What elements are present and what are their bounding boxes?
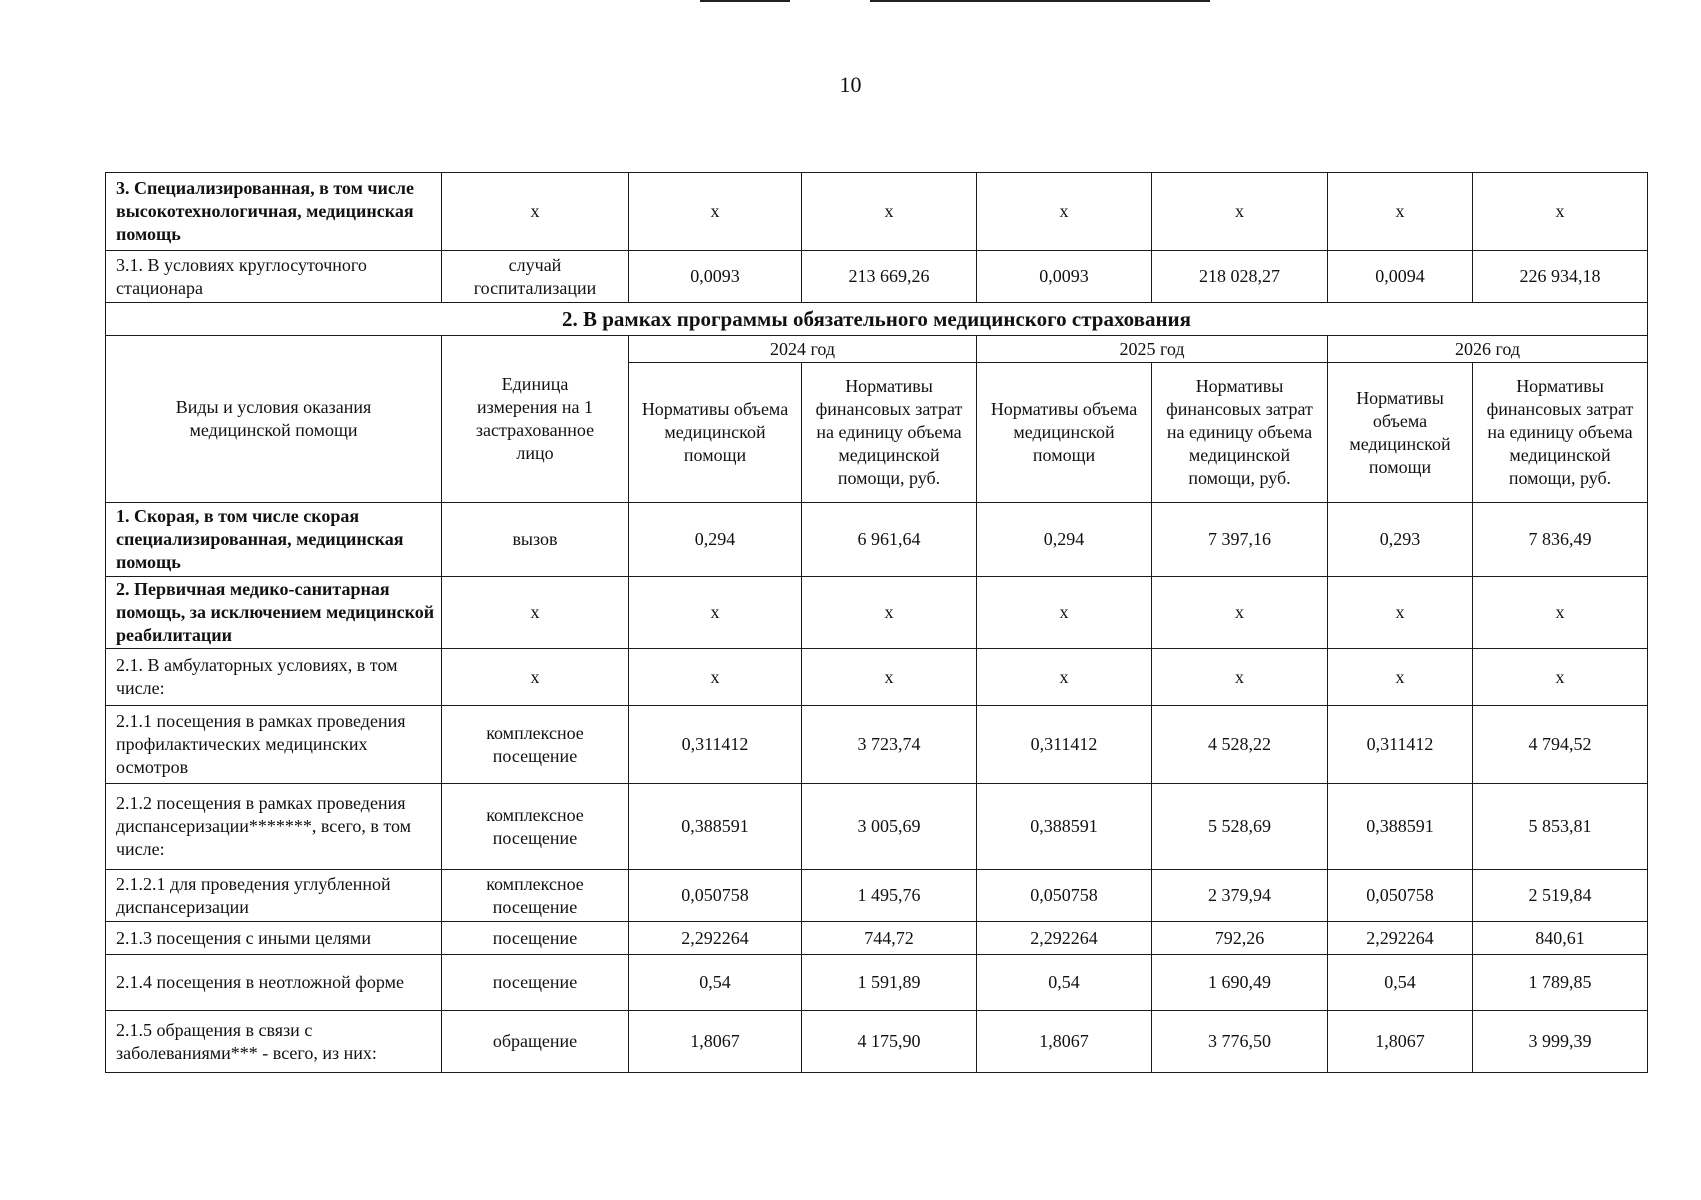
cell-volume-2026: 0,311412	[1328, 706, 1473, 784]
cell-cost-2026: 7 836,49	[1473, 503, 1648, 577]
row-label: 2.1.1 посещения в рамках проведения профилактических медицинских осмотров	[106, 706, 442, 784]
cell-volume-2024: 0,050758	[629, 870, 802, 922]
cell-volume-2024: х	[629, 649, 802, 706]
cell-volume-2024: 0,388591	[629, 784, 802, 870]
row-unit: х	[442, 649, 629, 706]
row-label: 2. Первичная медико-санитарная помощь, за исключением медицинской реабилитации	[106, 577, 442, 649]
cell-cost-2024: 1 591,89	[802, 955, 977, 1011]
cell-cost-2024: 1 495,76	[802, 870, 977, 922]
cell-cost-2026: х	[1473, 173, 1648, 251]
header-row-years	[106, 336, 1648, 363]
table-row	[106, 784, 1648, 870]
row-label: 2.1.2 посещения в рамках проведения диспансеризации*******, всего, в том числе:	[106, 784, 442, 870]
cell-volume-2025: х	[977, 173, 1152, 251]
cell-cost-2025: 218 028,27	[1152, 251, 1328, 303]
cell-cost-2024: х	[802, 577, 977, 649]
cell-cost-2025: х	[1152, 173, 1328, 251]
cell-cost-2025: 3 776,50	[1152, 1011, 1328, 1073]
cell-volume-2026: 0,54	[1328, 955, 1473, 1011]
header-volume-2024: Нормативы объема медицинской помощи	[629, 363, 802, 503]
cell-volume-2026: 1,8067	[1328, 1011, 1473, 1073]
top-scan-line-left	[700, 0, 790, 2]
header-year-2025: 2025 год	[977, 336, 1328, 363]
header-cost-2025: Нормативы финансовых затрат на единицу объема медицинской помощи, руб.	[1152, 363, 1328, 503]
cell-cost-2025: 792,26	[1152, 922, 1328, 955]
cell-cost-2026: 5 853,81	[1473, 784, 1648, 870]
cell-volume-2026: 2,292264	[1328, 922, 1473, 955]
cell-cost-2024: х	[802, 649, 977, 706]
header-volume-2026: Нормативы объема медицинской помощи	[1328, 363, 1473, 503]
cell-volume-2025: 0,0093	[977, 251, 1152, 303]
cell-volume-2025: 0,294	[977, 503, 1152, 577]
cell-volume-2024: х	[629, 173, 802, 251]
header-cost-2026: Нормативы финансовых затрат на единицу объема медицинской помощи, руб.	[1473, 363, 1648, 503]
cell-volume-2025: 0,311412	[977, 706, 1152, 784]
row-label: 3. Специализированная, в том числе высокотехнологичная, медицинская помощь	[106, 173, 442, 251]
cell-cost-2025: 2 379,94	[1152, 870, 1328, 922]
cell-cost-2025: х	[1152, 649, 1328, 706]
cell-volume-2026: 0,293	[1328, 503, 1473, 577]
cell-volume-2026: 0,388591	[1328, 784, 1473, 870]
table-row	[106, 173, 1648, 251]
row-label: 3.1. В условиях круглосуточного стационара	[106, 251, 442, 303]
header-year-2024: 2024 год	[629, 336, 977, 363]
table-row	[106, 955, 1648, 1011]
cell-volume-2025: 2,292264	[977, 922, 1152, 955]
cell-cost-2026: 226 934,18	[1473, 251, 1648, 303]
cell-cost-2025: 7 397,16	[1152, 503, 1328, 577]
row-unit: случай госпитализации	[442, 251, 629, 303]
row-label: 2.1.5 обращения в связи с заболеваниями*** - всего, из них:	[106, 1011, 442, 1073]
cell-cost-2026: 840,61	[1473, 922, 1648, 955]
section-block	[106, 303, 1648, 503]
row-unit: посещение	[442, 955, 629, 1011]
cell-volume-2024: 0,294	[629, 503, 802, 577]
cell-volume-2024: 1,8067	[629, 1011, 802, 1073]
row-unit: х	[442, 577, 629, 649]
cell-volume-2024: 0,0093	[629, 251, 802, 303]
table-row	[106, 1011, 1648, 1073]
cell-cost-2026: х	[1473, 577, 1648, 649]
cell-volume-2026: 0,0094	[1328, 251, 1473, 303]
row-label: 2.1.3 посещения с иными целями	[106, 922, 442, 955]
cell-cost-2026: 3 999,39	[1473, 1011, 1648, 1073]
row-unit: комплексное посещение	[442, 784, 629, 870]
cell-cost-2024: 213 669,26	[802, 251, 977, 303]
cell-volume-2024: 2,292264	[629, 922, 802, 955]
cell-cost-2024: 744,72	[802, 922, 977, 955]
cell-cost-2024: х	[802, 173, 977, 251]
cell-cost-2024: 3 005,69	[802, 784, 977, 870]
cell-volume-2025: 1,8067	[977, 1011, 1152, 1073]
row-unit: обращение	[442, 1011, 629, 1073]
cell-volume-2026: х	[1328, 577, 1473, 649]
header-volume-2025: Нормативы объема медицинской помощи	[977, 363, 1152, 503]
cell-volume-2025: х	[977, 577, 1152, 649]
table-row	[106, 251, 1648, 303]
row-unit: вызов	[442, 503, 629, 577]
table-row	[106, 870, 1648, 922]
section-row	[106, 303, 1648, 336]
table-row	[106, 577, 1648, 649]
cell-cost-2025: 1 690,49	[1152, 955, 1328, 1011]
cell-cost-2025: х	[1152, 577, 1328, 649]
table-row	[106, 649, 1648, 706]
cell-volume-2025: 0,050758	[977, 870, 1152, 922]
cell-cost-2026: х	[1473, 649, 1648, 706]
row-unit: комплексное посещение	[442, 870, 629, 922]
rows-main	[106, 503, 1648, 1073]
cell-cost-2026: 1 789,85	[1473, 955, 1648, 1011]
page-number: 10	[839, 72, 862, 97]
header-cost-2024: Нормативы финансовых затрат на единицу объема медицинской помощи, руб.	[802, 363, 977, 503]
cell-volume-2026: 0,050758	[1328, 870, 1473, 922]
cell-cost-2026: 2 519,84	[1473, 870, 1648, 922]
row-unit: х	[442, 173, 629, 251]
cell-volume-2024: 0,54	[629, 955, 802, 1011]
row-unit: комплексное посещение	[442, 706, 629, 784]
header-unit: Единица измерения на 1 застрахованное лицо	[442, 336, 629, 503]
cell-volume-2024: х	[629, 577, 802, 649]
cell-cost-2024: 3 723,74	[802, 706, 977, 784]
cell-volume-2025: 0,54	[977, 955, 1152, 1011]
rows-top	[106, 173, 1648, 303]
cell-cost-2025: 4 528,22	[1152, 706, 1328, 784]
cell-volume-2026: х	[1328, 173, 1473, 251]
cell-cost-2026: 4 794,52	[1473, 706, 1648, 784]
cell-cost-2024: 6 961,64	[802, 503, 977, 577]
top-scan-line-right	[870, 0, 1210, 2]
table-row	[106, 503, 1648, 577]
row-label: 2.1. В амбулаторных условиях, в том числе:	[106, 649, 442, 706]
cell-cost-2024: 4 175,90	[802, 1011, 977, 1073]
row-unit: посещение	[442, 922, 629, 955]
cell-volume-2024: 0,311412	[629, 706, 802, 784]
norms-table	[105, 172, 1648, 1073]
row-label: 1. Скорая, в том числе скорая специализированная, медицинская помощь	[106, 503, 442, 577]
cell-cost-2025: 5 528,69	[1152, 784, 1328, 870]
table-row	[106, 922, 1648, 955]
header-kind: Виды и условия оказания медицинской помощи	[106, 336, 442, 503]
cell-volume-2025: х	[977, 649, 1152, 706]
table-row	[106, 706, 1648, 784]
header-year-2026: 2026 год	[1328, 336, 1648, 363]
row-label: 2.1.2.1 для проведения углубленной диспансеризации	[106, 870, 442, 922]
cell-volume-2026: х	[1328, 649, 1473, 706]
cell-volume-2025: 0,388591	[977, 784, 1152, 870]
row-label: 2.1.4 посещения в неотложной форме	[106, 955, 442, 1011]
section-title: 2. В рамках программы обязательного медицинского страхования	[106, 303, 1648, 336]
